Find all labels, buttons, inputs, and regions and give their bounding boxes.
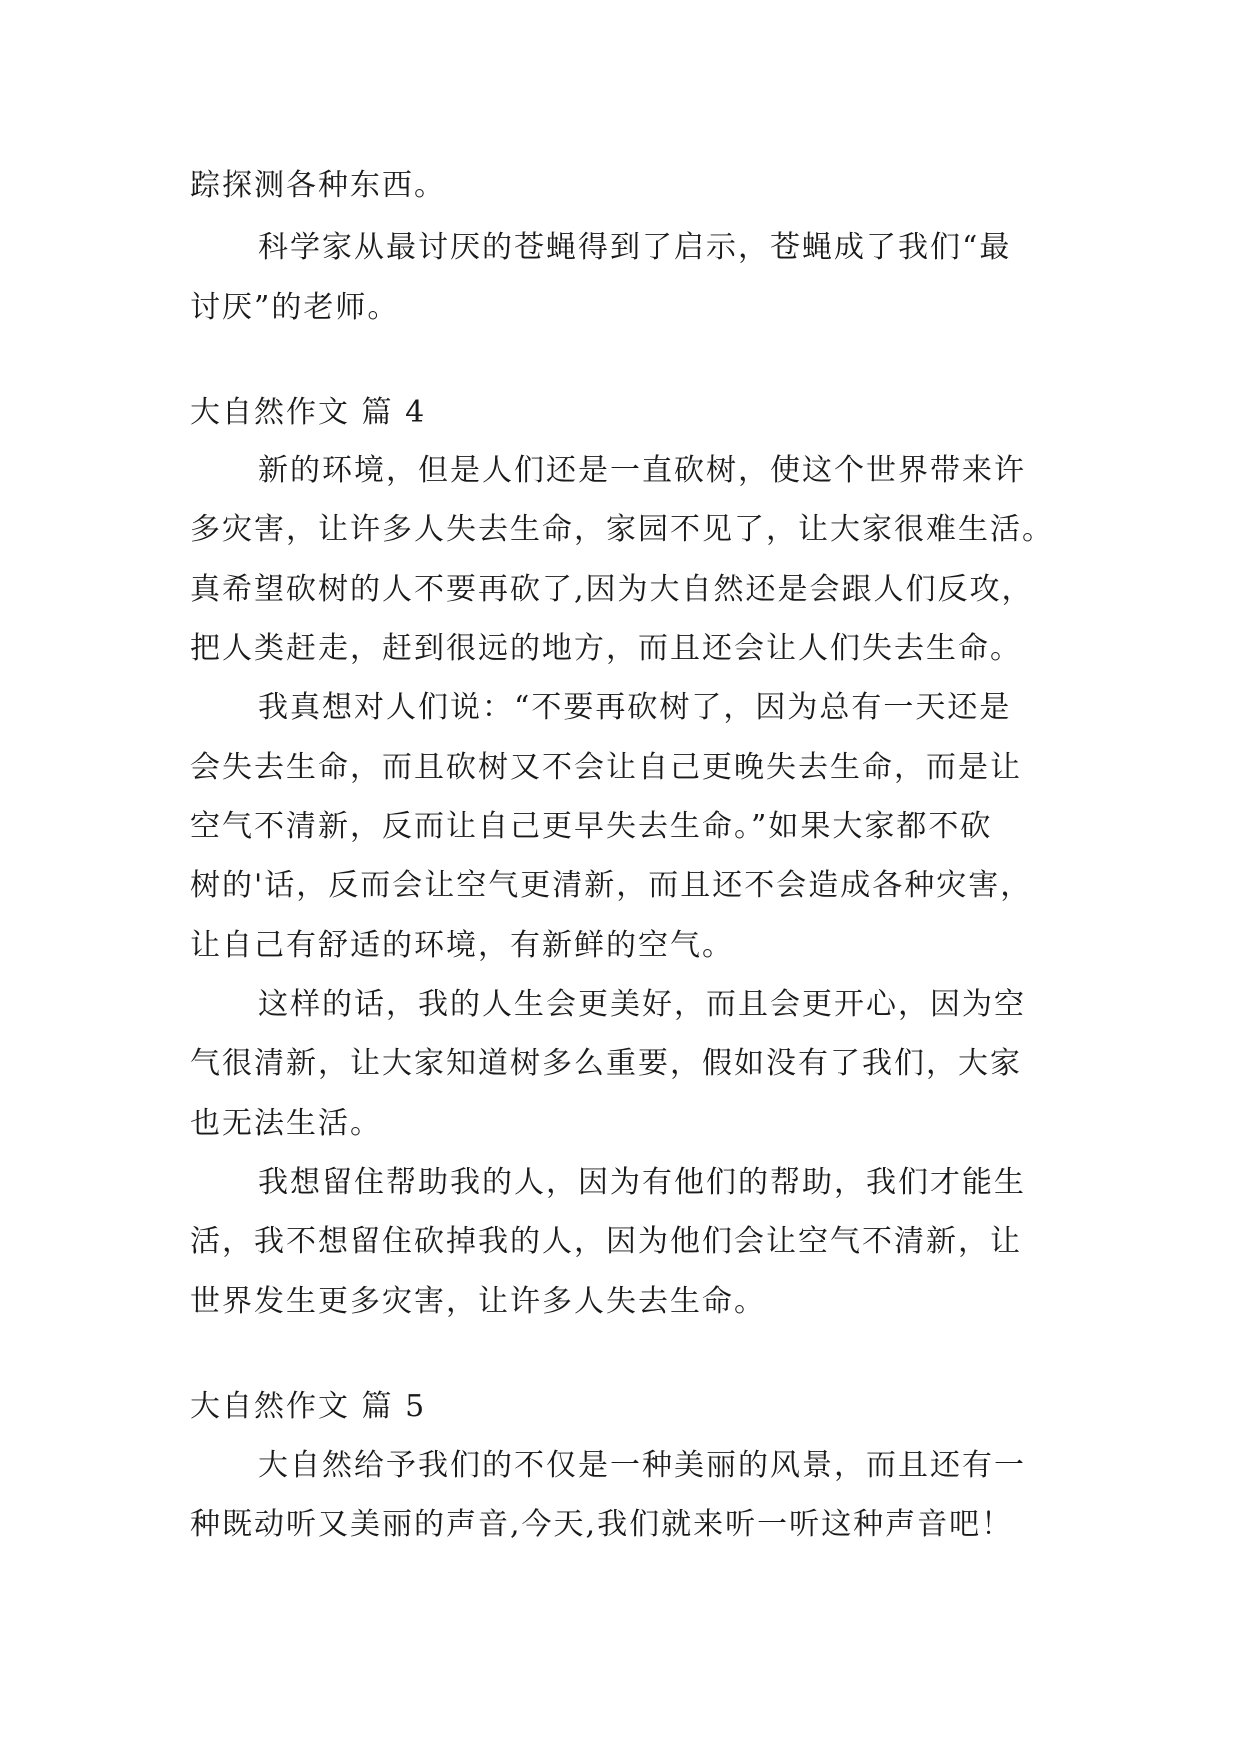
paragraph-line: 真希望砍树的人不要再砍了,因为大自然还是会跟人们反攻， xyxy=(190,572,1034,607)
paragraph-line: 讨厌”的老师。 xyxy=(190,290,400,325)
section-heading: 大自然作文 篇 5 xyxy=(190,1389,427,1424)
paragraph-line: 多灾害，让许多人失去生命，家园不见了，让大家很难生活。 xyxy=(190,512,1054,547)
paragraph-line: 这样的话，我的人生会更美好，而且会更开心，因为空 xyxy=(258,987,1026,1022)
paragraph-line: 气很清新，让大家知道树多么重要，假如没有了我们，大家 xyxy=(190,1046,1022,1081)
paragraph-line: 活，我不想留住砍掉我的人，因为他们会让空气不清新，让 xyxy=(190,1224,1022,1259)
paragraph-line: 把人类赶走，赶到很远的地方，而且还会让人们失去生命。 xyxy=(190,631,1022,666)
paragraph-line: 踪探测各种东西。 xyxy=(190,168,446,203)
paragraph-line: 大自然给予我们的不仅是一种美丽的风景，而且还有一 xyxy=(258,1448,1026,1483)
paragraph-line: 科学家从最讨厌的苍蝇得到了启示，苍蝇成了我们“最 xyxy=(258,230,1012,265)
paragraph-line: 世界发生更多灾害，让许多人失去生命。 xyxy=(190,1284,766,1319)
paragraph-line: 空气不清新，反而让自己更早失去生命。”如果大家都不砍 xyxy=(190,809,993,844)
paragraph-line: 我真想对人们说：“不要再砍树了，因为总有一天还是 xyxy=(258,690,1012,725)
section-heading: 大自然作文 篇 4 xyxy=(190,395,427,430)
paragraph-line: 树的'话，反而会让空气更清新，而且还不会造成各种灾害， xyxy=(190,868,1033,903)
paragraph-line: 种既动听又美丽的声音,今天,我们就来听一听这种声音吧！ xyxy=(190,1507,1014,1542)
paragraph-line: 让自己有舒适的环境，有新鲜的空气。 xyxy=(190,928,734,963)
paragraph-line: 会失去生命，而且砍树又不会让自己更晚失去生命，而是让 xyxy=(190,750,1022,785)
paragraph-line: 我想留住帮助我的人，因为有他们的帮助，我们才能生 xyxy=(258,1165,1026,1200)
paragraph-line: 也无法生活。 xyxy=(190,1106,382,1141)
paragraph-line: 新的环境，但是人们还是一直砍树，使这个世界带来许 xyxy=(258,453,1026,488)
